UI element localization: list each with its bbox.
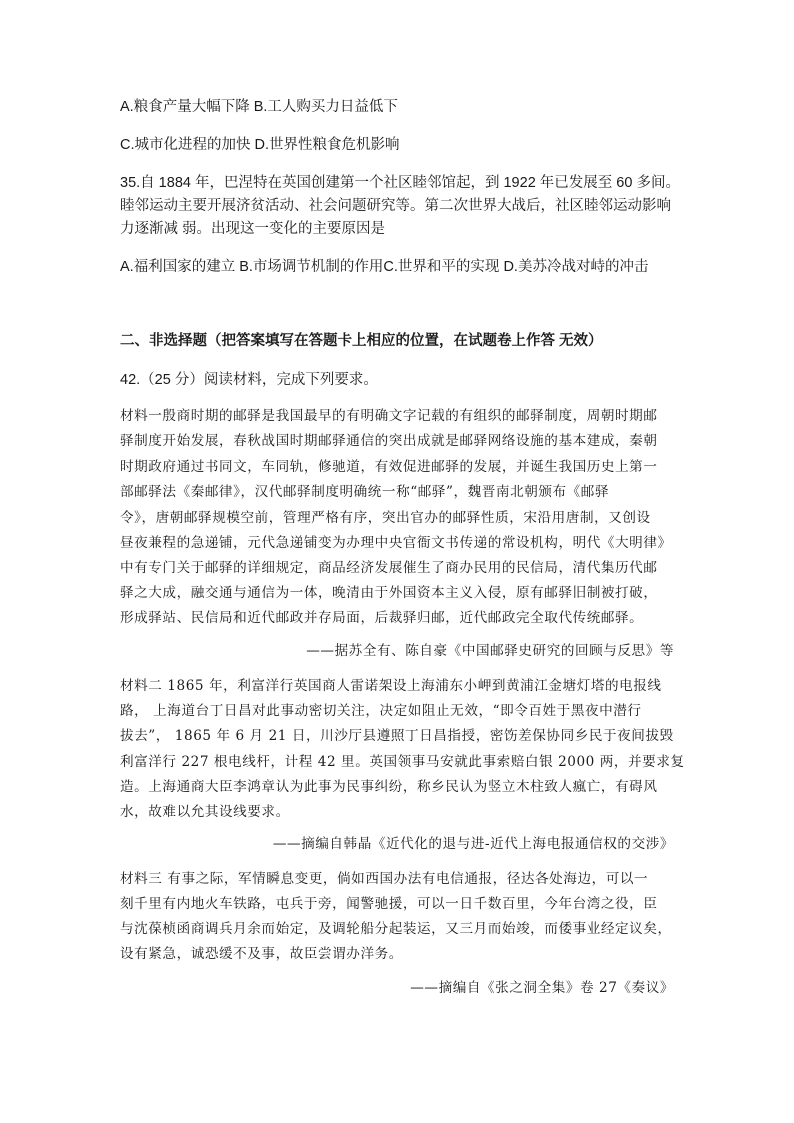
material-1-line: 形成驿站、民信局和近代邮政并存局面，后裁驿归邮，近代邮政完全取代传统邮驿。 bbox=[120, 610, 644, 626]
section-heading: 二、非选择题（把答案填写在答题卡上相应的位置，在试题卷上作答 无效） bbox=[120, 333, 603, 349]
material-1-line: 材料一殷商时期的邮驿是我国最早的有明确文字记载的有组织的邮驿制度，周朝时期邮 bbox=[120, 408, 658, 424]
material-2-line: 造。上海通商大臣李鸿章认为此事为民事纠纷，称乡民认为竖立木柱致人瘋亡，有碍风 bbox=[120, 779, 658, 795]
material-3-line: 材料三 有事之际，军情瞬息变更，倘如西国办法有电信通报，径达各处海边，可以一 bbox=[120, 871, 649, 887]
q34-options-ab: A.粮食产量大幅下降 B.工人购买力日益低下 bbox=[120, 99, 398, 115]
material-1-line: 部邮驿法《秦邮律》，汉代邮驿制度明确统一称“邮驿”，魏晋南北朝颁布《邮驿 bbox=[120, 484, 610, 500]
material-1-line: 驿制度开始发展，春秋战国时期邮驿通信的突出成就是邮驿网络设施的基本建成，秦朝 bbox=[120, 433, 658, 449]
material-1-line: 令》，唐朝邮驿规模空前，管理严格有序，突出官办的邮驿性质，宋沿用唐制，又创设 bbox=[120, 510, 651, 526]
q35-options: A.福利国家的建立 B.市场调节机制的作用C.世界和平的实现 D.美苏冷战对峙的冲击 bbox=[120, 259, 649, 275]
material-3-line: 刻千里有内地火车铁路，屯兵于旁，闻警驰援，可以一日千数百里，今年台湾之役，臣 bbox=[120, 896, 658, 912]
material-2-line: 路， 上海道台丁日昌对此事动密切关注，决定如阻止无效，“即令百姓于黑夜中潜行 bbox=[120, 703, 642, 719]
material-3-source: ——摘编自《张之洞全集》卷 27《奏议》 bbox=[410, 980, 674, 996]
q35-stem-line-3: 力逐渐减 弱。出现这一变化的主要原因是 bbox=[120, 221, 386, 237]
q35-stem-line-1: 35.自 1884 年，巴涅特在英国创建第一个社区睦邻馆起，到 1922 年已发展至 60 多间。 bbox=[120, 175, 680, 191]
material-2-line: 水，故难以允其设线要求。 bbox=[120, 804, 290, 820]
material-2-line: 材料二 1865 年，利富洋行英国商人雷诺架设上海浦东小岬到黄浦江金塘灯塔的电报线 bbox=[120, 678, 662, 694]
material-1-line: 昼夜兼程的急递铺，元代急递铺变为办理中央官衙文书传递的常设机构，明代《大明律》 bbox=[120, 535, 672, 551]
material-2-line: 利富洋行 227 根电线杆，计程 42 里。英国领事马安就此事索赔白银 2000 两，并要求复 bbox=[120, 754, 685, 770]
material-2-source: ——摘编自韩晶《近代化的退与进-近代上海电报通信权的交涉》 bbox=[272, 836, 674, 852]
material-1-source: ——据苏全有、陈自豪《中国邮驿史研究的回顾与反思》等 bbox=[306, 643, 674, 659]
material-1-line: 驿之大成，融交通与通信为一体，晚清由于外国资本主义入侵，原有邮驿旧制被打破， bbox=[120, 585, 658, 601]
material-1-line: 时期政府通过书同文，车同轨，修驰道，有效促进邮驿的发展，并诞生我国历史上第一 bbox=[120, 459, 658, 475]
material-3-line: 设有紧急，诚恐缓不及事，故臣尝谓办洋务。 bbox=[120, 946, 403, 962]
q42-stem: 42.（25 分）阅读材料，完成下列要求。 bbox=[120, 372, 378, 388]
q34-options-cd: C.城市化进程的加快 D.世界性粮食危机影响 bbox=[120, 137, 400, 153]
q35-stem-line-2: 睦邻运动主要开展济贫活动、社会问题研究等。第二次世界大战后，社区睦邻运动影响 bbox=[120, 198, 671, 214]
material-1-line: 中有专门关于邮驿的详细规定，商品经济发展催生了商办民用的民信局，清代集历代邮 bbox=[120, 560, 658, 576]
material-2-line: 拔去”， 1865 年 6 月 21 日，川沙厅县遵照丁日昌指授，密饬差保协同乡民于夜间拔毁 bbox=[120, 728, 674, 744]
material-3-line: 与沈葆桢函商调兵月余而始定，及调轮船分起装运，又三月而始竣，而倭事业经定议矣， bbox=[120, 921, 672, 937]
